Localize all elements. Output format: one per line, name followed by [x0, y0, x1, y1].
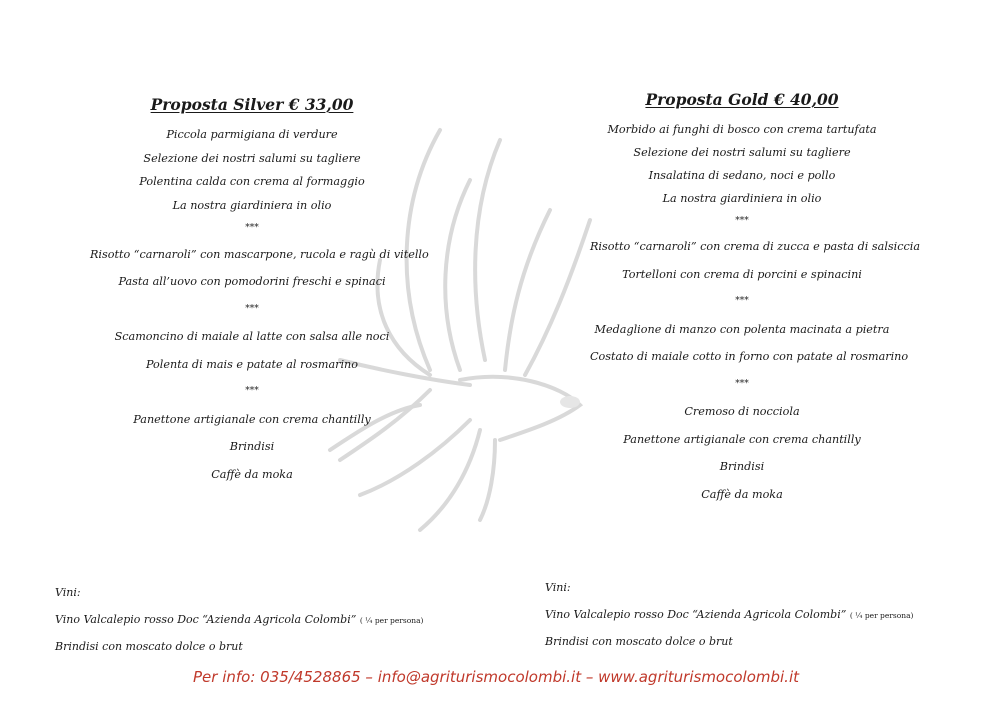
wines-gold	[545, 580, 913, 661]
contact-footer: Per info: 035/4528865 – info@agriturismocolombi.it – www.agriturismocolombi.it	[193, 668, 799, 686]
wine-note: ( ¼ per persona)	[359, 616, 424, 625]
menu-item: Brindisi	[229, 440, 275, 453]
menu-title-gold: Proposta Gold € 40,00	[645, 90, 839, 109]
toast-line: Brindisi con moscato dolce o brut	[55, 640, 243, 653]
menu-item: Caffè da moka	[701, 487, 783, 501]
menu-item: Morbido ai funghi di bosco con crema tartufata	[607, 123, 877, 136]
wine-name: Vino Valcalepio rosso Doc “Azienda Agricola Colombi”	[55, 613, 357, 626]
menu-item: Selezione dei nostri salumi su tagliere	[633, 146, 851, 159]
menu-item: Risotto “carnaroli” con mascarpone, rucola e ragù di vitello	[90, 247, 429, 261]
wine-name: Vino Valcalepio rosso Doc “Azienda Agricola Colombi”	[545, 608, 847, 621]
menu-item: Polenta di mais e patate al rosmarino	[145, 357, 358, 371]
menu-items-silver	[90, 123, 429, 488]
menu-item: La nostra giardiniera in olio	[172, 198, 332, 212]
wine-note: ( ¼ per persona)	[849, 611, 914, 620]
menu-silver	[90, 95, 429, 488]
menu-item: Insalatina di sedano, noci e pollo	[648, 169, 836, 182]
wine-line	[545, 607, 913, 634]
course-separator: ***	[735, 216, 749, 226]
menu-item: Cremoso di nocciola	[684, 405, 800, 418]
menu-gold	[590, 90, 920, 508]
wines-heading: Vini:	[55, 586, 81, 599]
course-separator: ***	[245, 303, 259, 314]
menu-item: Brindisi	[719, 460, 765, 473]
menu-item: Selezione dei nostri salumi su tagliere	[143, 151, 361, 165]
menu-item: Scamoncino di maiale al latte con salsa alle noci	[114, 330, 390, 343]
wines-heading: Vini:	[545, 581, 571, 594]
menu-items-gold	[590, 118, 920, 508]
menu-item: Panettone artigianale con crema chantilly	[623, 432, 861, 446]
toast-line: Brindisi con moscato dolce o brut	[545, 635, 733, 648]
menu-item: Piccola parmigiana di verdure	[166, 128, 338, 141]
wines-silver	[55, 585, 423, 666]
menu-item: Caffè da moka	[211, 467, 293, 481]
menu-item: Pasta all’uovo con pomodorini freschi e spinaci	[118, 275, 386, 288]
menu-item: La nostra giardiniera in olio	[662, 192, 822, 205]
course-separator: ***	[245, 386, 259, 396]
menu-item: Polentina calda con crema al formaggio	[139, 175, 365, 188]
course-separator: ***	[735, 378, 749, 389]
course-separator: ***	[735, 296, 749, 306]
menu-item: Risotto “carnaroli” con crema di zucca e pasta di salsiccia	[590, 240, 920, 253]
menu-item: Medaglione di manzo con polenta macinata a pietra	[594, 322, 890, 336]
menu-item: Costato di maiale cotto in forno con patate al rosmarino	[590, 350, 909, 363]
course-separator: ***	[245, 223, 259, 233]
menu-item: Panettone artigianale con crema chantilly	[133, 412, 371, 426]
menu-item: Tortelloni con crema di porcini e spinacini	[622, 267, 862, 281]
menu-title-silver: Proposta Silver € 33,00	[150, 95, 354, 114]
wine-line	[55, 612, 423, 639]
